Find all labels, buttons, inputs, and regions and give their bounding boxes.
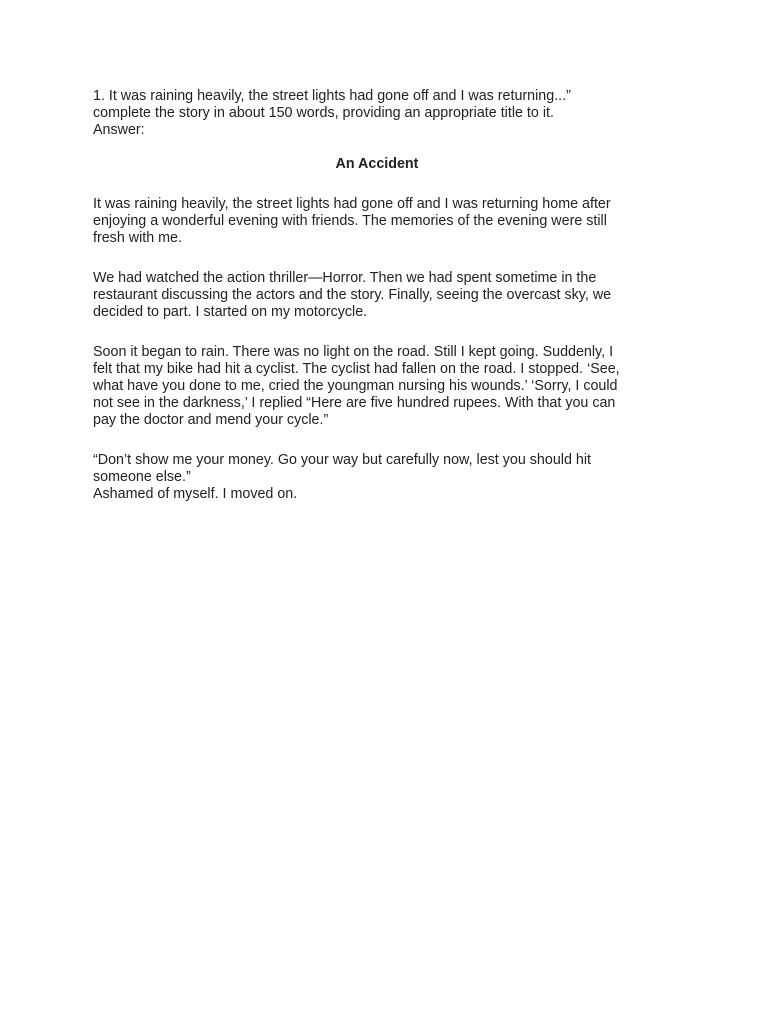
story-paragraph: [93, 270, 673, 321]
paragraph-line: felt that my bike had hit a cyclist. The cyclist had fallen on the road. I stopped. ‘See,: [93, 361, 620, 377]
question-prompt: [93, 88, 673, 139]
paragraph-line: enjoying a wonderful evening with friends. The memories of the evening were still: [93, 213, 607, 229]
story-closing-line: [93, 486, 673, 503]
paragraph-line: It was raining heavily, the street lights had gone off and I was returning home after: [93, 196, 611, 212]
paragraph-line: decided to part. I started on my motorcycle.: [93, 304, 368, 320]
story-paragraph: [93, 452, 673, 486]
paragraph-line: We had watched the action thriller—Horror. Then we had spent sometime in the: [93, 270, 597, 286]
paragraph-line: Soon it began to rain. There was no light on the road. Still I kept going. Suddenly, I: [93, 344, 614, 360]
story-paragraph: [93, 196, 673, 247]
question-line: 1. It was raining heavily, the street lights had gone off and I was returning...”: [93, 88, 571, 104]
paragraph-line: pay the doctor and mend your cycle.”: [93, 412, 329, 428]
document-content: [93, 88, 673, 503]
story-paragraph: [93, 344, 673, 429]
paragraph-line: what have you done to me, cried the youngman nursing his wounds.’ ‘Sorry, I could: [93, 378, 618, 394]
paragraph-line: restaurant discussing the actors and the story. Finally, seeing the overcast sky, we: [93, 287, 612, 303]
paragraph-line: Ashamed of myself. I moved on.: [93, 486, 298, 502]
paragraph-line: “Don’t show me your money. Go your way but carefully now, lest you should hit: [93, 452, 591, 468]
paragraph-line: someone else.”: [93, 469, 191, 485]
paragraph-line: fresh with me.: [93, 230, 182, 246]
story-title: An Accident: [335, 156, 419, 172]
answer-label: Answer:: [93, 122, 145, 138]
paragraph-line: not see in the darkness,’ I replied “Here are five hundred rupees. With that you can: [93, 395, 616, 411]
question-line: complete the story in about 150 words, providing an appropriate title to it.: [93, 105, 554, 121]
